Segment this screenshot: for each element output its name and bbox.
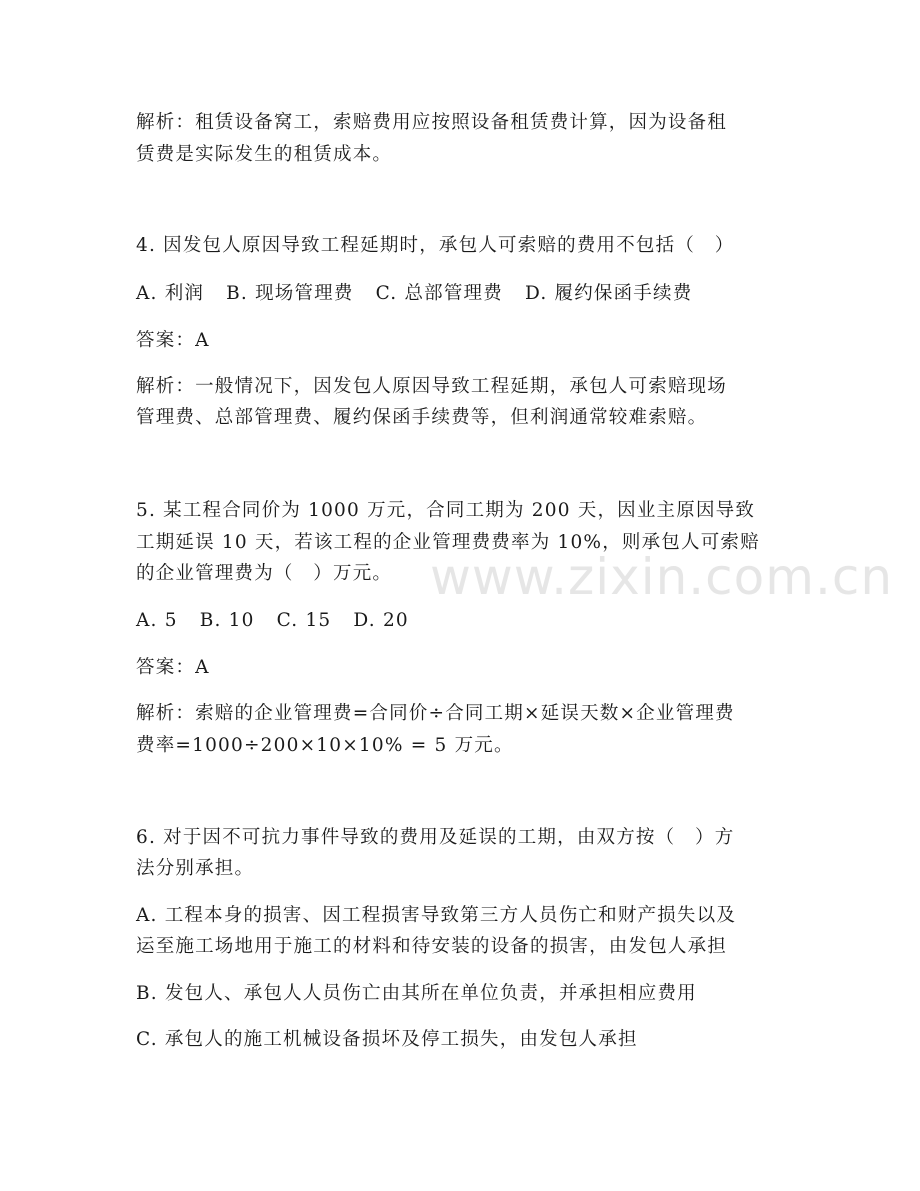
q6-option-b: B. 发包人、承包人人员伤亡由其所在单位负责，并承担相应费用: [136, 983, 697, 1004]
q4-stem: 4. 因发包人原因导致工程延期时，承包人可索赔的费用不包括（ ）: [136, 235, 735, 256]
q5-stem-line-2: 工期延误 10 天，若该工程的企业管理费费率为 10%，则承包人可索赔: [136, 532, 760, 553]
q5-options: [136, 608, 786, 634]
q4-option-b: B. 现场管理费: [226, 283, 354, 304]
q5-option-a: A. 5: [136, 610, 178, 631]
q4-answer: 答案：A: [136, 330, 210, 351]
q5-stem-line-1: 5. 某工程合同价为 1000 万元，合同工期为 200 天，因业主原因导致: [136, 500, 756, 521]
q6-option-a-line-2: 运至施工场地用于施工的材料和待安装的设备的损害，由发包人承担: [136, 936, 728, 957]
q3-analysis-line-2: 赁费是实际发生的租赁成本。: [136, 144, 393, 165]
q5-stem-line-3: 的企业管理费为（ ）万元。: [136, 563, 393, 584]
watermark: www.zixin.com.cn: [430, 548, 894, 606]
q4-analysis-line-1: 解析：一般情况下，因发包人原因导致工程延期，承包人可索赔现场: [136, 376, 728, 397]
q5-option-c: C. 15: [276, 610, 332, 631]
q5-option-b: B. 10: [199, 610, 255, 631]
q5-analysis-line-1: 解析：索赔的企业管理费=合同价÷合同工期×延误天数×企业管理费: [136, 703, 735, 724]
q5-option-d: D. 20: [353, 610, 409, 631]
q4-option-d: D. 履约保函手续费: [524, 283, 693, 304]
q6-option-c: C. 承包人的施工机械设备损坏及停工损失，由发包人承担: [136, 1029, 638, 1050]
q6-stem-line-2: 法分别承担。: [136, 858, 255, 879]
q3-analysis-line-1: 解析：租赁设备窝工，索赔费用应按照设备租赁费计算，因为设备租: [136, 112, 728, 133]
q5-answer: 答案：A: [136, 657, 210, 678]
q4-option-c: C. 总部管理费: [375, 283, 503, 304]
q6-option-a-line-1: A. 工程本身的损害、因工程损害导致第三方人员伤亡和财产损失以及: [136, 905, 737, 926]
q4-options: [136, 281, 786, 307]
q4-analysis-line-2: 管理费、总部管理费、履约保函手续费等，但利润通常较难索赔。: [136, 407, 708, 428]
q6-stem-line-1: 6. 对于因不可抗力事件导致的费用及延误的工期，由双方按（ ）方: [136, 827, 735, 848]
q4-option-a: A. 利润: [136, 283, 205, 304]
q5-analysis-line-2: 费率=1000÷200×10×10% = 5 万元。: [136, 735, 514, 756]
